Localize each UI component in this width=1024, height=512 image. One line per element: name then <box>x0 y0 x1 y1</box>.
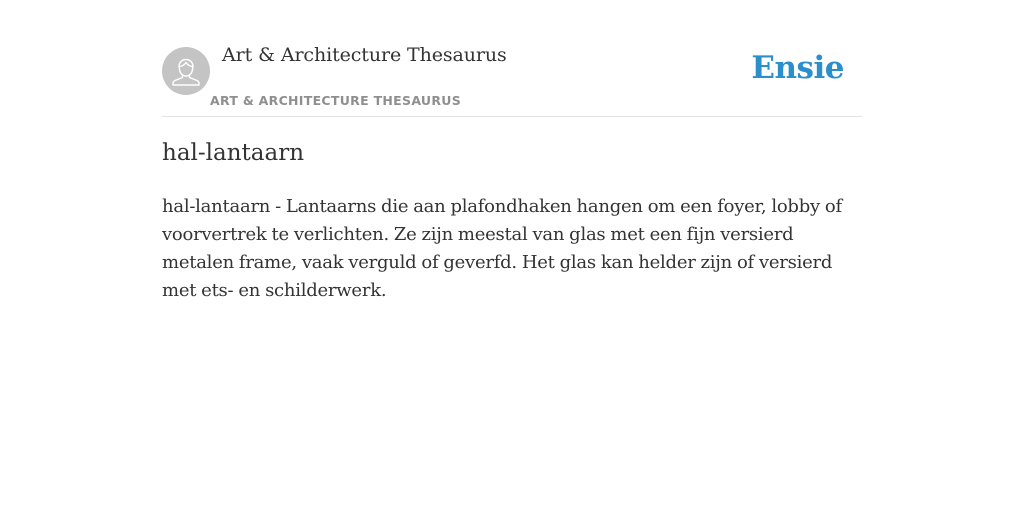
author-avatar[interactable] <box>162 47 210 95</box>
ensie-logo[interactable]: Ensie <box>751 50 844 86</box>
entry-card <box>162 0 862 301</box>
author-name[interactable]: Art & Architecture Thesaurus <box>222 44 507 66</box>
user-icon <box>162 47 210 95</box>
author-subtitle[interactable]: ART & ARCHITECTURE THESAURUS <box>210 93 462 108</box>
entry-header <box>162 0 862 117</box>
term-title: hal-lantaarn <box>162 140 305 166</box>
term-definition: hal-lantaarn - Lantaarns die aan plafondhaken hangen om een foyer, lobby of voorvertrek te verlichten. Ze zijn meestal van glas met een fijn versierd metalen frame, vaak verguld of geverfd. Het glas kan helder zijn of versierd met ets- en schilderwerk. <box>162 196 842 301</box>
